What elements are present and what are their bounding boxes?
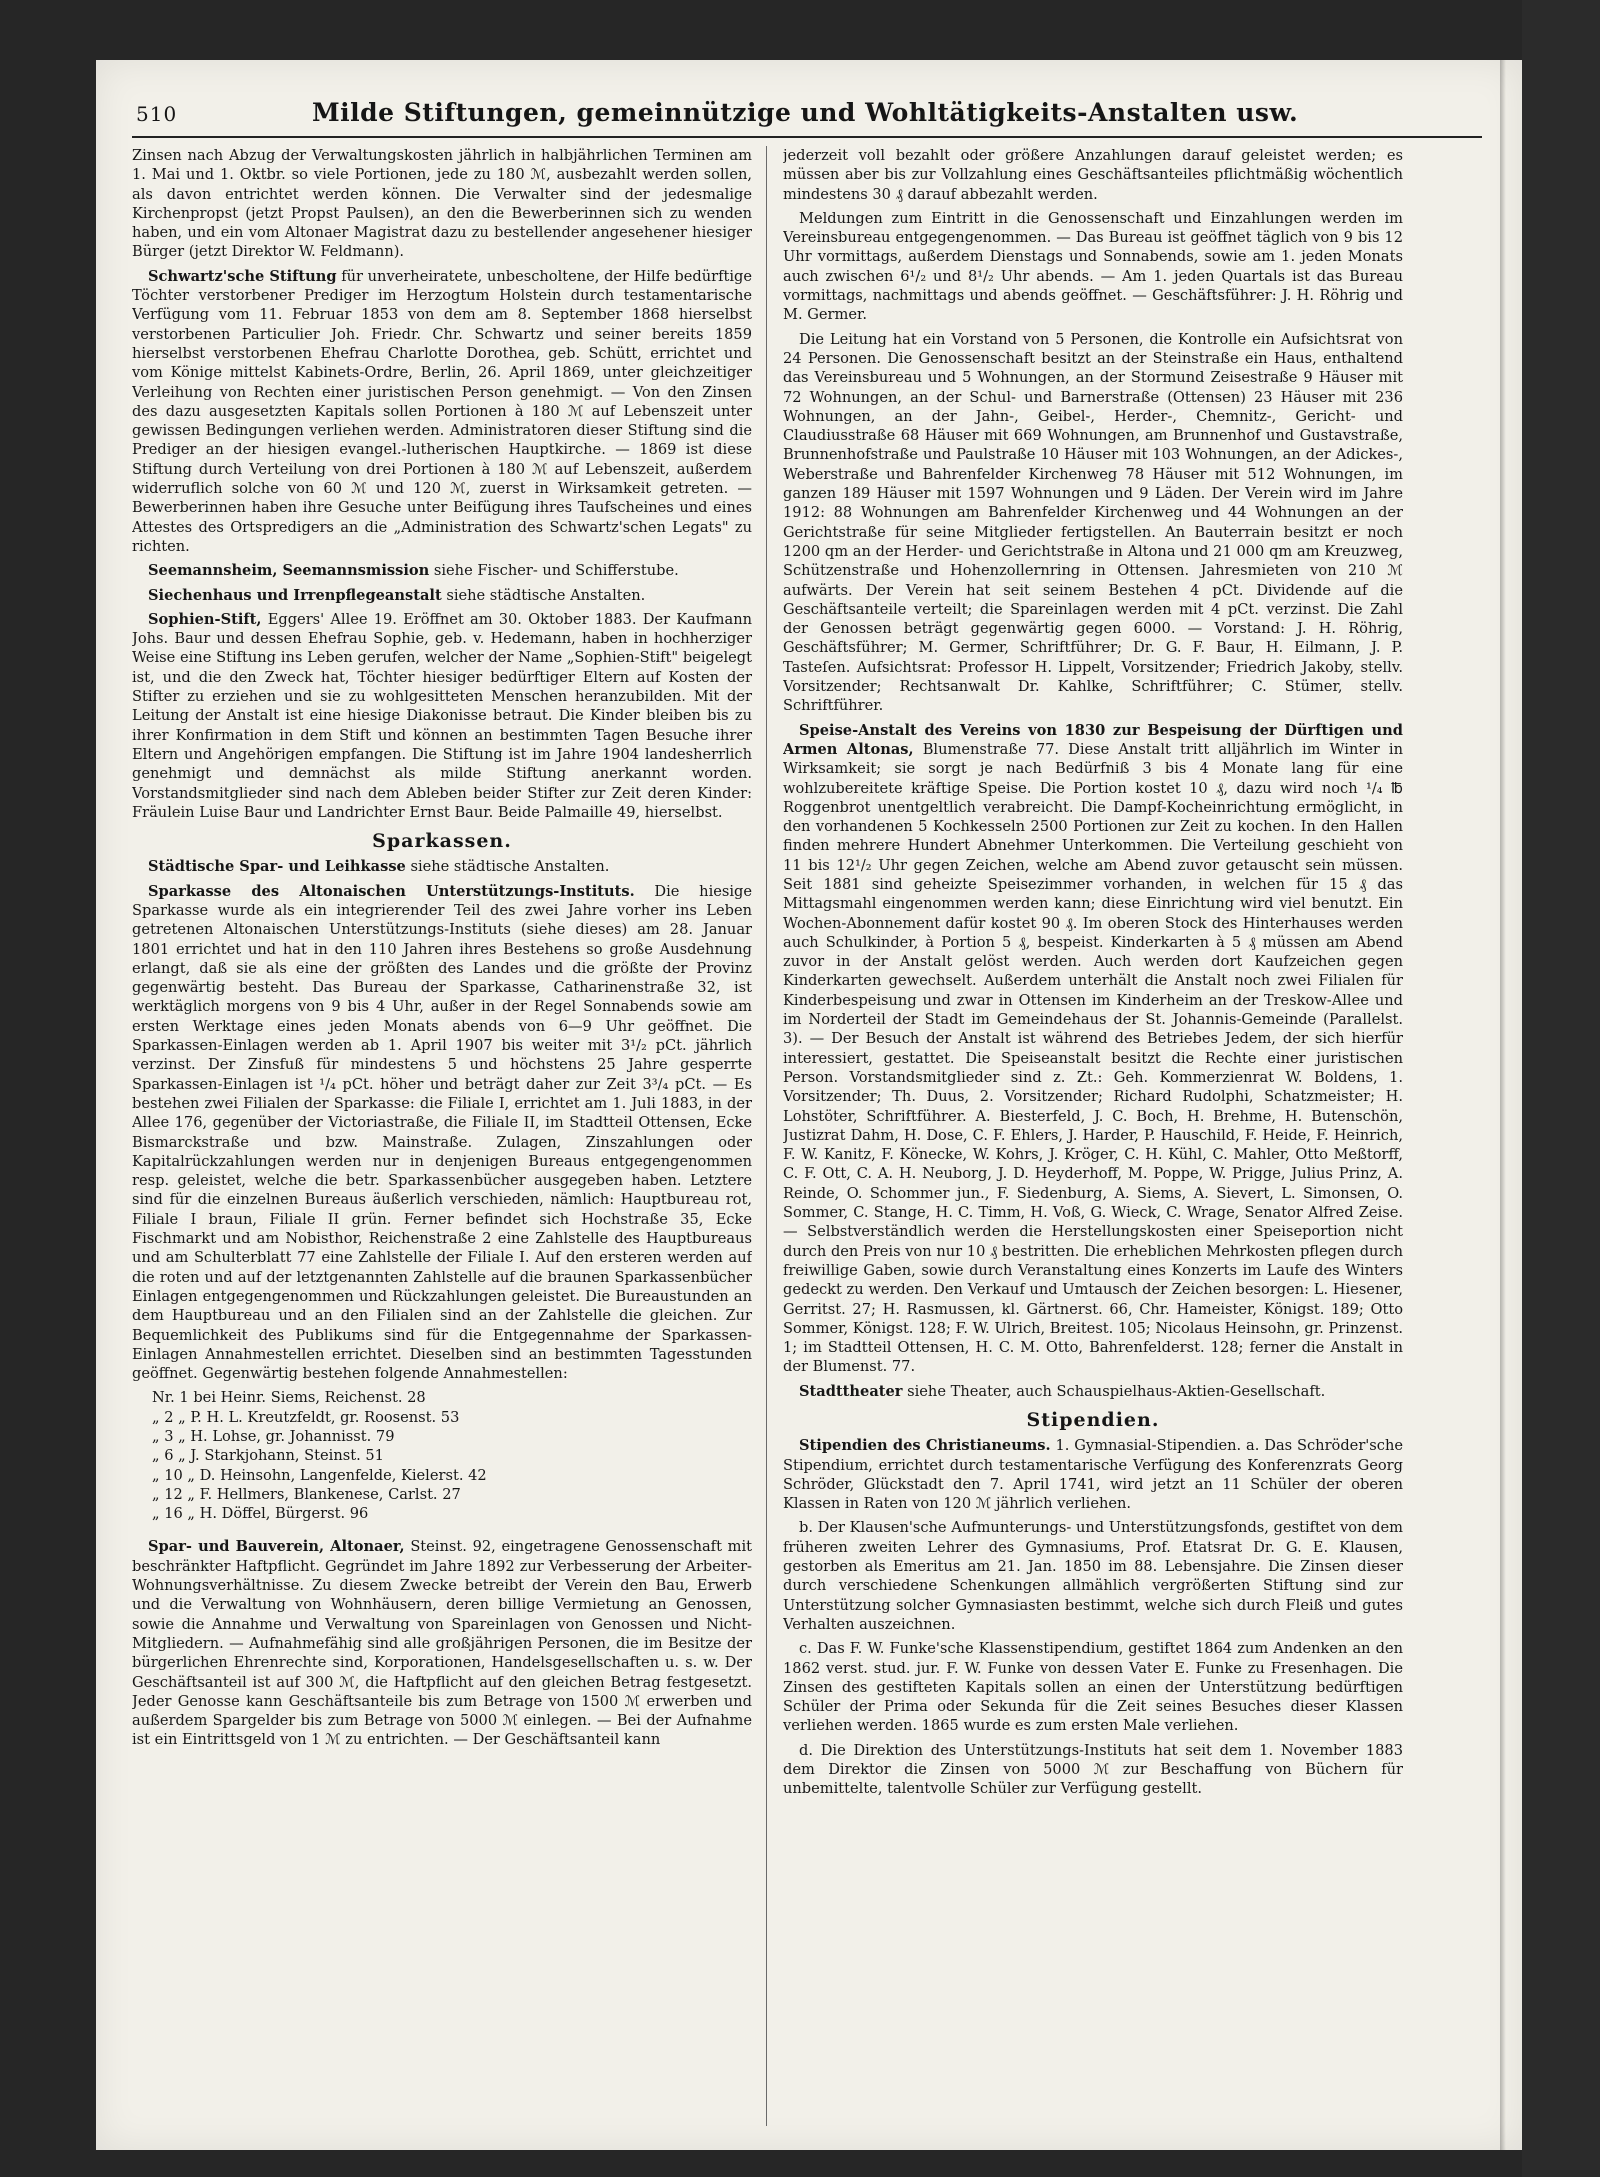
list-item: „ 16 „ H. Döffel, Bürgerst. 96 (152, 1505, 369, 1523)
column-divider (766, 146, 767, 2126)
entry-keyword: Sophien-Stift, (148, 610, 262, 628)
paragraph-intro: Zinsen nach Abzug der Verwaltungskosten jährlich in halbjährlichen Terminen am 1. Mai und 1. Oktbr. so viele Portionen, jede zu 180 ℳ, ausbezahlt werden sollen, als davon entrichtet werden können. Die Verwalter sind der jedesmalige Kirchenpropst (jetzt Propst Paulsen), an den die Bewerberinnen sich zu wenden haben, und ein vom Altonaer Magistrat dazu zu bestellender angesehener hiesiger Bürger (jetzt Direktor W. Feldmann). (132, 147, 752, 261)
entry-siechenhaus (132, 586, 752, 605)
list-item: „ 10 „ D. Heinsohn, Langenfelde, Kielerst. 42 (152, 1466, 487, 1484)
list-item: „ 12 „ F. Hellmers, Blankenese, Carlst. 27 (152, 1485, 461, 1503)
paragraph-continuation: jederzeit voll bezahlt oder größere Anzahlungen darauf geleistet werden; es müssen aber bis zur Vollzahlung eines Geschäftsanteiles pflichtmäßig wöchentlich mindestens 30 ₰ darauf abbezahlt werden. (783, 147, 1403, 203)
entry-text: siehe Fischer- und Schifferstube. (433, 562, 679, 580)
entry-keyword: Stipendien des Christianeums. (799, 1437, 1051, 1455)
paragraph-stipendium-c: c. Das F. W. Funke'sche Klassenstipendium, gestiftet 1864 zum Andenken an den 1862 verst. stud. jur. F. W. Funke von dessen Vater E. Funke zu Fresenhagen. Die Zinsen des gestifteten Kapitals sollen an einen der Unterstützung bedürftigen Schüler der Prima oder Sekunda für die Zeit seines Besuches dieser Klassen verliehen werden. 1865 wurde es zum ersten Male verliehen. (783, 1640, 1403, 1735)
entry-text: Steinst. 92, eingetragene Genossenschaft mit beschränkter Haftpflicht. Gegründet im Jahre 1892 zur Verbesserung der Arbeiter-Wohnungsverhältnisse. Zu diesem Zwecke betreibt der Verein den Bau, Erwerb und die Verwaltung von Wohnhäusern, deren billige Vermietung an Genossen, sowie die Annahme und Verwaltung von Spareinlagen von Genossen und Nicht-Mitgliedern. — Aufnahmefähig sind alle großjährigen Personen, die im Besitze der bürgerlichen Ehrenrechte sind, Korporationen, Handelsgesellschaften u. s. w. Der Geschäftsanteil ist auf 300 ℳ, die Haftpflicht auf den gleichen Betrag festgesetzt. Jeder Genosse kann Geschäftsanteile bis zum Betrage von 1500 ℳ erwerben und außerdem Spargelder bis zum Betrage von 5000 ℳ einlegen. — Bei der Aufnahme ist ein Eintrittsgeld von 1 ℳ zu entrichten. — Der Geschäftsanteil kann (132, 1538, 752, 1749)
entry-text: siehe städtische Anstalten. (446, 586, 646, 604)
right-column (783, 146, 1403, 2136)
entry-staedtische-sparkasse (132, 857, 752, 876)
section-heading-sparkassen: Sparkassen. (372, 830, 512, 853)
list-item: „ 6 „ J. Starkjohann, Steinst. 51 (152, 1447, 384, 1465)
list-item: „ 2 „ P. H. L. Kreutzfeldt, gr. Roosenst. 53 (152, 1408, 460, 1426)
page-number: 510 (136, 102, 178, 126)
entry-spar-und-bauverein (132, 1537, 752, 1749)
entry-text: Eggers' Allee 19. Eröffnet am 30. Oktober 1883. Der Kaufmann Johs. Baur und dessen Ehefrau Sophie, geb. v. Hedemann, haben in hochherziger Weise eine Stiftung ins Leben gerufen, welcher der Name „Sophien-Stift" beigelegt ist, und die den Zweck hat, Töchter hiesiger bedürftiger Eltern auf Kosten der Stifter zu erziehen und sie zu wohlgesitteten Menschen heranzubilden. Mit der Leitung der Anstalt ist eine hiesige Diakonisse betraut. Die Kinder bleiben bis zu ihrer Konfirmation in dem Stift und können an bestimmten Tagen Besuche ihrer Eltern und Angehörigen empfangen. Die Stiftung ist im Jahre 1904 landesherrlich genehmigt und demnächst als milde Stiftung anerkannt worden. Vorstandsmitglieder sind nach dem Ableben beider Stifter zur Zeit deren Kinder: Fräulein Luise Baur und Landrichter Ernst Baur. Beide Palmaille 49, hierselbst. (132, 610, 752, 821)
entry-speise-anstalt (783, 721, 1403, 1377)
running-title: Milde Stiftungen, gemeinnützige und Wohltätigkeits-Anstalten usw. (312, 98, 1299, 127)
entry-text: für unverheiratete, unbescholtene, der Hilfe bedürftige Töchter verstorbener Prediger im Herzogtum Holstein durch testamentarische Verfügung vom 11. Februar 1853 von dem am 8. September 1868 hierselbst verstorbenen Particulier Joh. Friedr. Chr. Schwartz und seiner bereits 1859 hierselbst verstorbenen Ehefrau Charlotte Dorothea, geb. Schütt, errichtet und vom Könige mittelst Kabinets-Ordre, Berlin, 26. April 1869, unter gleichzeitiger Verleihung von Rechten einer juristischen Person genehmigt. — Von den Zinsen des dazu ausgesetzten Kapitals sollen Portionen à 180 ℳ auf Lebenszeit unter gewissen Bedingungen verliehen werden. Administratoren dieser Stiftung sind die Prediger an der hiesigen evangel.-lutherischen Hauptkirche. — 1869 ist diese Stiftung durch Verteilung von drei Portionen à 180 ℳ auf Lebenszeit, außerdem widerruflich solche von 60 ℳ und 120 ℳ, zuerst in Wirksamkeit getreten. — Bewerberinnen haben ihre Gesuche unter Beifügung ihres Taufscheines und eines Attestes des Ortspredigers an die „Administration des Schwartz'schen Legats" zu richten. (132, 267, 752, 555)
section-heading-stipendien: Stipendien. (1026, 1409, 1160, 1431)
paragraph-stipendium-b: b. Der Klausen'sche Aufmunterungs- und Unterstützungsfonds, gestiftet von dem früheren zweiten Lehrer des Gymnasiums, Prof. Etatsrat Dr. G. E. Klausen, gestorben als Emeritus am 21. Jan. 1850 im 88. Lebensjahre. Die Zinsen dieser durch verschiedene Schenkungen allmählich vergrößerten Stiftung sind zur Unterstützung solcher Gymnasiasten bestimmt, welche sich durch Fleiß und gutes Verhalten auszeichnen. (783, 1519, 1403, 1633)
entry-keyword: Schwartz'sche Stiftung (148, 267, 337, 285)
list-item: Nr. 1 bei Heinr. Siems, Reichenst. 28 (152, 1389, 426, 1407)
entry-keyword: Speise-Anstalt des Vereins von 1830 zur Bespeisung der Dürftigen und Armen Altonas, (783, 721, 1403, 758)
paragraph-stipendium-d: d. Die Direktion des Unterstützungs-Instituts hat seit dem 1. November 1883 dem Direktor die Zinsen von 5000 ℳ zur Beschaffung von Büchern für unbemittelte, talentvolle Schüler zur Verfügung gestellt. (783, 1741, 1403, 1798)
entry-text: 1. Gymnasial-Stipendien. a. Das Schröder'sche Stipendium, errichtet durch testamentarische Verfügung des Konferenzrats Georg Schröder, Glückstadt den 7. April 1741, wird jetzt an 11 Schüler der oberen Klassen in Raten von 120 ℳ jährlich verliehen. (783, 1437, 1403, 1513)
entry-keyword: Stadttheater (799, 1382, 903, 1400)
entry-keyword: Seemannsheim, Seemannsmission (148, 562, 430, 580)
list-item: „ 3 „ H. Lohse, gr. Johannisst. 79 (152, 1428, 395, 1445)
paragraph-leitung: Die Leitung hat ein Vorstand von 5 Personen, die Kontrolle ein Aufsichtsrat von 24 Personen. Die Genossenschaft besitzt an der Steinstraße ein Haus, enthaltend das Vereinsbureau und 5 Wohnungen, an der Stormund Zeisestraße 9 Häuser mit 72 Wohnungen, an der Schul- und Barnerstraße (Ottensen) 23 Häuser mit 236 Wohnungen, an der Jahn-, Geibel-, Herder-, Chemnitz-, Gericht- und Claudiusstraße 68 Häuser mit 669 Wohnungen, am Brunnenhof und Gustavstraße, Brunnenhofstraße und Paulstraße 10 Häuser mit 103 Wohnungen, an der Adickes-, Weberstraße und Bahrenfelder Kirchenweg 78 Häuser mit 512 Wohnungen, im ganzen 189 Häuser mit 1597 Wohnungen und 9 Läden. Der Verein wird im Jahre 1912: 88 Wohnungen am Bahrenfelder Kirchenweg und 44 Wohnungen an der Gerichtstraße für seine Mitglieder fertigstellen. An Bauterrain besitzt er noch 1200 qm an der Herder- und Gerichtstraße in Altona und 21 000 qm am Kreuzweg, Schützenstraße und Hohenzollernring in Ottensen. Jahresmieten von 210 ℳ aufwärts. Der Verein hat seit seinem Bestehen 4 pCt. Dividende auf die Geschäftsanteile verteilt; die Spareinlagen werden mit 4 pCt. verzinst. Die Zahl der Genossen beträgt gegenwärtig gegen 6000. — Vorstand: J. H. Röhrig, Geschäftsführer; M. Germer, Schriftführer; Dr. G. F. Baur, H. Eilmann, J. P. Tasteſen. Aufsichtsrat: Professor H. Lippelt, Vorsitzender; Friedrich Jakoby, stellv. Vorsitzender; Rechtsanwalt Dr. Kahlke, Schriftführer; C. Stümer, stellv. Schriftführer. (783, 330, 1403, 715)
entry-stipendien-christianeum (783, 1436, 1403, 1513)
annahmestellen-list (132, 1388, 752, 1523)
entry-stadttheater (783, 1382, 1403, 1401)
entry-keyword: Siechenhaus und Irrenpflegeanstalt (148, 586, 442, 604)
entry-keyword: Städtische Spar- und Leihkasse (148, 858, 406, 876)
page-fold-shadow (1500, 60, 1506, 2150)
entry-text: siehe städtische Anstalten. (410, 858, 610, 876)
entry-sophien-stift (132, 610, 752, 822)
entry-text: Blumenstraße 77. Diese Anstalt tritt alljährlich im Winter in Wirksamkeit; sie sorgt je nach Bedürfniß 3 bis 4 Monate lang für eine wohlzubereitete kräftige Speise. Die Portion kostet 10 ₰, dazu wird noch ¹/₄ ℔ Roggenbrot unentgeltlich verabreicht. Die Dampf-Kocheinrichtung ermöglicht, in den vorhandenen 5 Kochkesseln 2500 Portionen zur Zeit zu kochen. In den Hallen finden mehrere Hundert Abnehmer Unterkommen. Die Verteilung geschieht von 11 bis 12¹/₂ Uhr gegen Zeichen, welche am Abend zuvor getauscht sein müssen. Seit 1881 sind geheizte Speisezimmer vorhanden, in welchen für 15 ₰ das Mittagsmahl eingenommen werden kann; diese Einrichtung wird viel benutzt. Ein Wochen-Abonnement dafür kostet 90 ₰. Im oberen Stock des Hinterhauses werden auch Schulkinder, à Portion 5 ₰, bespeist. Kinderkarten à 5 ₰ müssen am Abend zuvor in der Anstalt gelöst werden. Auch werden dort Kaufzeichen gegen Kinderkarten gewechselt. Außerdem unterhält die Anstalt noch zwei Filialen für Kinderbespeisung und zwar in Ottensen im Kinderheim an der Treskow-Allee und im Norderteil der Stadt im Gemeindehaus der St. Johannis-Gemeinde (Parallelst. 3). — Der Besuch der Anstalt ist während des Betriebes Jedem, der sich hierfür interessiert, gestattet. Die Speiseanstalt besitzt die Rechte einer juristischen Person. Vorstandsmitglieder sind z. Zt.: Geh. Kommerzienrat W. Boldens, 1. Vorsitzender; Th. Duus, 2. Vorsitzender; Richard Rudolphi, Schatzmeister; H. Lohstöter, Schriftführer. A. Biesterfeld, J. C. Boch, H. Brehme, H. Butenschön, Justizrat Dahm, H. Dose, C. F. Ehlers, J. Harder, P. Hauschild, F. Heide, F. Heinrich, F. W. Kanitz, F. Könecke, W. Kohrs, J. Kröger, C. H. Kühl, C. Mahler, Otto Meßtorff, C. F. Ott, C. A. H. Neuborg, J. D. Heyderhoff, M. Poppe, W. Prigge, Julius Prinz, A. Reinde, O. Schommer jun., F. Siedenburg, A. Siems, A. Sievert, L. Simonsen, O. Sommer, C. Stange, H. C. Timm, H. Voß, G. Wieck, C. Wrage, Senator Alfred Zeise. — Selbstverständlich werden die Herstellungskosten einer Speiseportion nicht durch den Preis von nur 10 ₰ bestritten. Die erheblichen Mehrkosten pflegen durch freiwillige Gaben, sowie durch Veranstaltung eines Konzerts im Laufe des Winters gedeckt zu werden. Den Verkauf und Umtausch der Zeichen besorgen: L. Hiesener, Gerritst. 27; H. Rasmussen, kl. Gärtnerst. 66, Chr. Hameister, Königst. 189; Otto Sommer, Königst. 128; F. W. Ulrich, Breitest. 105; Nicolaus Heinsohn, gr. Prinzenst. 1; im Stadtteil Ottensen, H. C. M. Otto, Bahrenfelderst. 128; ferner die Anstalt in der Blumenst. 77. (783, 740, 1403, 1376)
entry-text: siehe Theater, auch Schauspielhaus-Aktien-Gesellschaft. (907, 1382, 1326, 1400)
entry-keyword: Spar- und Bauverein, Altonaer, (148, 1538, 405, 1556)
left-column (132, 146, 752, 2136)
entry-keyword: Sparkasse des Altonaischen Unterstützungs-Instituts. (148, 882, 635, 900)
entry-text: Die hiesige Sparkasse wurde als ein integrierender Teil des zwei Jahre vorher ins Leben getretenen Altonaischen Unterstützungs-Instituts (siehe dieses) am 28. Januar 1801 errichtet und hat in den 110 Jahren ihres Bestehens so große Ausdehnung erlangt, daß sie als eine der größten des Landes und die größte der Provinz gegenwärtig besteht. Das Bureau der Sparkasse, Catharinenstraße 32, ist werktäglich morgens von 9 bis 4 Uhr, außer in der Regel Sonnabends sowie am ersten Werktage eines jeden Monats abends von 6—9 Uhr geöffnet. Die Sparkassen-Einlagen werden ab 1. April 1907 bis weiter mit 3¹/₂ pCt. jährlich verzinst. Der Zinsfuß für mindestens 5 und höchstens 25 Jahre gesperrte Sparkassen-Einlagen ist ¹/₄ pCt. höher und beträgt daher zur Zeit 3³/₄ pCt. — Es bestehen zwei Filialen der Sparkasse: die Filiale I, errichtet am 1. Juli 1883, in der Allee 176, gegenüber der Victoriastraße, die Filiale II, im Stadtteil Ottensen, Ecke Bismarckstraße und bzw. Mainstraße. Zulagen, Zinszahlungen oder Kapitalrückzahlungen werden nur in denjenigen Bureaus entgegengenommen resp. geleistet, welche die betr. Sparkassenbücher ausgegeben haben. Letztere sind für die einzelnen Bureaus äußerlich verschieden, nämlich: Hauptbureau rot, Filiale I braun, Filiale II grün. Ferner befindet sich Hochstraße 35, Ecke Fischmarkt und am Nobisthor, Reichenstraße 2 eine Zahlstelle des Hauptbureaus und am Schulterblatt 77 eine Zahlstelle der Filiale I. Auf den ersteren werden auf die roten und auf der letztgenannten Zahlstelle auf die braunen Sparkassenbücher Einlagen entgegengenommen und Rückzahlungen geleistet. Die Bureaustunden an dem Hauptbureau und an den Filialen sind an der Zahlstelle die gleichen. Zur Bequemlichkeit des Publikums sind für die Entgegennahme der Sparkassen-Einlagen Annahmestellen errichtet. Dieselben sind an bestimmten Tagesstunden geöffnet. Gegenwärtig bestehen folgende Annahmestellen: (132, 882, 752, 1383)
paragraph-meldungen: Meldungen zum Eintritt in die Genossenschaft und Einzahlungen werden im Vereinsbureau entgegengenommen. — Das Bureau ist geöffnet täglich von 9 bis 12 Uhr vormittags, außerdem Dienstags und Sonnabends, sowie am 1. jeden Monats auch zwischen 6¹/₂ und 8¹/₂ Uhr abends. — Am 1. jeden Quartals ist das Bureau vormittags, nachmittags und abends geöffnet. — Geschäftsführer: J. H. Röhrig und M. Germer. (783, 209, 1403, 324)
running-header (132, 96, 1482, 138)
entry-seemannsheim (132, 561, 752, 580)
scanner-border (1522, 0, 1600, 2177)
entry-sparkasse-unterstuetzungs-institut (132, 882, 752, 1384)
entry-schwartz-stiftung (132, 267, 752, 556)
